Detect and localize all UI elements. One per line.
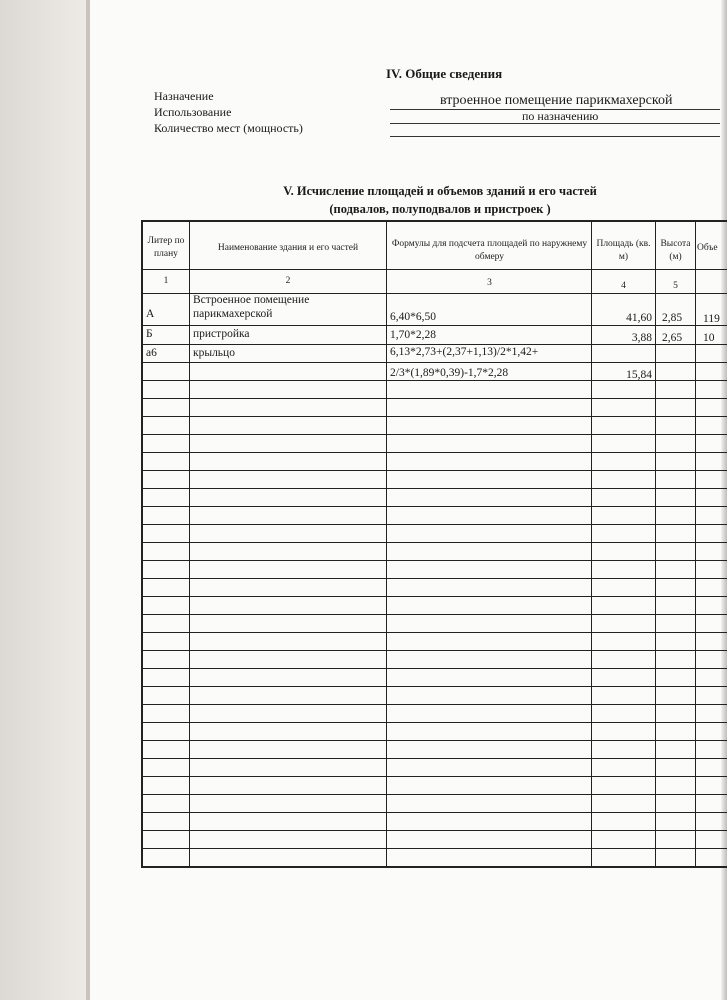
row-a-name-line2: парикмахерской: [193, 308, 273, 320]
capacity-label: Количество мест (мощность): [154, 121, 303, 135]
table-line: [141, 578, 727, 579]
table-border-top: [141, 220, 727, 222]
row-a-volume: 119: [703, 313, 720, 325]
column-number: 2: [285, 276, 291, 286]
column-number: 3: [487, 278, 492, 288]
table-line: [141, 470, 727, 471]
table-line: [141, 325, 727, 326]
table-border-left: [141, 220, 143, 868]
column-divider: [386, 220, 387, 868]
table-line: [141, 740, 727, 741]
row-b-name: пристройка: [193, 328, 250, 340]
header-name: Наименование здания и его частей: [217, 243, 359, 253]
table-line: [141, 848, 727, 849]
table-line: [141, 650, 727, 651]
column-number: 1: [163, 276, 169, 286]
usage-underline: [390, 123, 720, 124]
table-line: [141, 758, 727, 759]
header-area: Площадь (кв. м): [596, 239, 651, 262]
table-line: [141, 542, 727, 543]
row-a-height: 2,85: [662, 312, 683, 324]
section-5-title-line1: V. Исчисление площадей и объемов зданий и его частей: [283, 184, 597, 198]
table-line: [141, 416, 727, 417]
purpose-label: Назначение: [154, 89, 214, 103]
section-5-title: [150, 182, 727, 218]
table-line: [141, 596, 727, 597]
row-a6-litera: а6: [146, 347, 157, 359]
row-a-area: 41,60: [626, 312, 652, 324]
table-line: [141, 830, 727, 831]
header-formula: Формулы для подсчета площадей по наружнему обмеру: [391, 239, 588, 262]
column-divider: [655, 220, 656, 868]
table-line: [141, 776, 727, 777]
header-litera: Литер по плану: [147, 236, 185, 259]
row-b-volume: 10: [703, 332, 715, 344]
row-a6-formula-line2: 2/3*(1,89*0,39)-1,7*2,28: [390, 367, 509, 379]
row-a6-formula-line1: 6,13*2,73+(2,37+1,13)/2*1,42+: [390, 346, 539, 358]
row-a6-name: крыльцо: [193, 347, 235, 359]
row-b-formula: 1,70*2,28: [390, 329, 436, 341]
table-line: [141, 452, 727, 453]
usage-label: Использование: [154, 105, 232, 119]
row-b-litera: Б: [146, 328, 153, 340]
table-border-bottom: [141, 866, 727, 868]
section-4-title: IV. Общие сведения: [386, 66, 503, 81]
table-line: [141, 398, 727, 399]
table-line: [141, 686, 727, 687]
usage-value: по назначению: [522, 109, 599, 123]
row-b-area: 3,88: [631, 332, 652, 344]
paper-right-edge: [721, 0, 727, 1000]
table-line: [141, 362, 727, 363]
header-volume: Объе: [697, 243, 718, 253]
column-divider: [695, 220, 696, 868]
row-a-formula: 6,40*6,50: [390, 311, 436, 323]
row-b-height: 2,65: [662, 332, 683, 344]
table-line: [141, 506, 727, 507]
table-line: [141, 488, 727, 489]
header-height: Высота (м): [660, 239, 691, 262]
row-a6-area: 15,84: [626, 369, 652, 381]
document-page: [90, 0, 727, 1000]
column-number: 4: [621, 281, 626, 291]
column-number: 5: [673, 281, 678, 291]
table-line: [141, 812, 727, 813]
table-line: [141, 794, 727, 795]
table-line: [141, 614, 727, 615]
table-line: [141, 560, 727, 561]
table-line: [141, 722, 727, 723]
table-line: [141, 434, 727, 435]
capacity-underline: [390, 136, 720, 137]
table-line: [141, 668, 727, 669]
table-line: [141, 704, 727, 705]
table-line: [141, 632, 727, 633]
table-line: [141, 269, 727, 270]
row-a-name-line1: Встроенное помещение: [193, 294, 310, 306]
table-line: [141, 524, 727, 525]
scan-left-margin: [0, 0, 88, 1000]
purpose-value: втроенное помещение парикмахерской: [440, 93, 673, 108]
row-a-litera: А: [146, 308, 155, 320]
section-5-title-line2: (подвалов, полуподвалов и пристроек ): [329, 202, 551, 216]
column-divider: [189, 220, 190, 868]
